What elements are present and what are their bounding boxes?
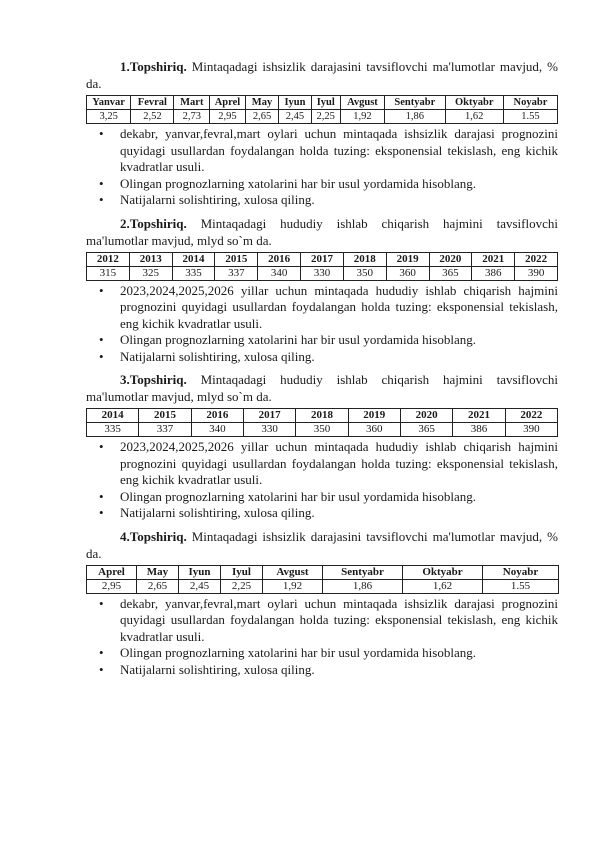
table-cell: 2,45 (179, 579, 221, 593)
table-cell: 360 (348, 423, 400, 437)
task-bullet-list (86, 439, 558, 522)
table-cell: 335 (172, 266, 215, 280)
table-header-cell: 2015 (215, 252, 258, 266)
task-intro (86, 58, 558, 92)
bullet-icon: • (99, 645, 104, 660)
table-header-cell: 2012 (87, 252, 130, 266)
table-cell: 337 (139, 423, 191, 437)
table-header-cell: 2018 (343, 252, 386, 266)
task-intro-text: Mintaqadagi ishsizlik darajasini tavsiflovchi ma'lumotlar mavjud, % da. (86, 59, 559, 91)
table-header-cell: Mart (174, 96, 210, 110)
bullet-icon: • (99, 192, 104, 207)
table-cell: 1.55 (483, 579, 559, 593)
table-header-cell: 2016 (258, 252, 301, 266)
table-header-cell: 2021 (453, 409, 505, 423)
task-bullet-list (86, 283, 558, 366)
task-title: 3.Topshiriq. (120, 372, 187, 387)
table-header-cell: 2018 (296, 409, 348, 423)
table-header-cell: Oktyabr (403, 565, 483, 579)
table-header-cell: 2017 (243, 409, 295, 423)
list-item (86, 126, 558, 176)
table-cell: 330 (243, 423, 295, 437)
data-table (86, 408, 558, 437)
list-item (86, 662, 558, 679)
list-item (86, 192, 558, 209)
table-cell: 1,62 (403, 579, 483, 593)
table-cell: 390 (505, 423, 557, 437)
table-cell: 386 (453, 423, 505, 437)
list-item-text: 2023,2024,2025,2026 yillar uchun mintaqada hududiy ishlab chiqarish hajmini prognozini quyidagi usullardan foydalangan holda tuzing: eksponensial tekislash, eng kichik kvadratlar usuli. (120, 282, 558, 331)
table-cell: 2,52 (131, 110, 174, 124)
task-intro (86, 215, 558, 249)
table-header-cell: Fevral (131, 96, 174, 110)
list-item-text: Natijalarni solishtiring, xulosa qiling. (120, 505, 315, 520)
list-item-text: Olingan prognozlarning xatolarini har bir usul yordamida hisoblang. (120, 645, 476, 660)
bullet-icon: • (99, 332, 104, 347)
task-intro (86, 528, 558, 562)
table-cell: 365 (400, 423, 452, 437)
bullet-icon: • (99, 439, 104, 454)
table-cell: 1,62 (445, 110, 503, 124)
list-item-text: dekabr, yanvar,fevral,mart oylari uchun mintaqada ishsizlik darajasi prognozini quyidagi usullardan foydalangan holda tuzing: eksponensial tekislash, eng kichik kvadratlar usuli. (120, 126, 558, 174)
table-cell: 365 (429, 266, 472, 280)
table-cell: 1,92 (340, 110, 384, 124)
table-header-cell: Yanvar (87, 96, 131, 110)
table-cell: 390 (515, 266, 558, 280)
table-header-cell: Iyun (279, 96, 311, 110)
table-header-row (87, 96, 558, 110)
table-header-cell: Iyun (179, 565, 221, 579)
table-row (87, 266, 558, 280)
list-item (86, 332, 558, 349)
table-header-cell: 2015 (139, 409, 191, 423)
table-header-cell: Iyul (311, 96, 340, 110)
bullet-icon: • (99, 348, 104, 364)
table-header-cell: 2017 (301, 252, 344, 266)
table-cell: 2,73 (174, 110, 210, 124)
table-header-cell: Noyabr (483, 565, 559, 579)
table-cell: 386 (472, 266, 515, 280)
table-cell: 350 (343, 266, 386, 280)
table-header-cell: May (245, 96, 278, 110)
task-title: 4.Topshiriq. (120, 528, 187, 544)
table-header-cell: 2021 (472, 252, 515, 266)
bullet-icon: • (99, 488, 104, 504)
bullet-icon: • (99, 505, 104, 520)
task-title: 1.Topshiriq. (120, 59, 187, 74)
bullet-icon: • (99, 282, 104, 298)
table-cell: 315 (87, 266, 130, 280)
table-cell: 340 (258, 266, 301, 280)
table-header-cell: 2016 (191, 409, 243, 423)
table-cell: 2,45 (279, 110, 311, 124)
list-item-text: Olingan prognozlarning xatolarini har bir usul yordamida hisoblang. (120, 175, 476, 191)
table-cell: 330 (301, 266, 344, 280)
list-item-text: Natijalarni solishtiring, xulosa qiling. (120, 661, 315, 677)
table-header-row (87, 565, 559, 579)
table-cell: 2,95 (210, 110, 246, 124)
table-header-cell: Oktyabr (445, 96, 503, 110)
list-item-text: 2023,2024,2025,2026 yillar uchun mintaqada hududiy ishlab chiqarish hajmini prognozini quyidagi usullardan foydalangan holda tuzing: eksponensial tekislash, eng kichik kvadratlar usuli. (120, 439, 558, 487)
list-item (86, 349, 558, 366)
table-header-cell: Sentyabr (323, 565, 403, 579)
task-title: 2.Topshiriq. (120, 215, 187, 231)
list-item-text: Olingan prognozlarning xatolarini har bir usul yordamida hisoblang. (120, 332, 476, 347)
data-table (86, 565, 559, 594)
task-intro (86, 371, 558, 405)
table-header-cell: 2022 (515, 252, 558, 266)
list-item-text: Natijalarni solishtiring, xulosa qiling. (120, 192, 315, 207)
table-cell: 2,65 (245, 110, 278, 124)
table-header-cell: 2022 (505, 409, 557, 423)
table-header-cell: Noyabr (503, 96, 557, 110)
table-header-cell: 2020 (429, 252, 472, 266)
list-item-text: dekabr, yanvar,fevral,mart oylari uchun mintaqada ishsizlik darajasi prognozini quyidagi usullardan foydalangan holda tuzing: eksponensial tekislash, eng kichik kvadratlar usuli. (120, 595, 558, 644)
table-header-row (87, 252, 558, 266)
table-cell: 1.55 (503, 110, 557, 124)
task-2 (86, 215, 558, 366)
task-intro-text: Mintaqadagi hududiy ishlab chiqarish hajmini tavsiflovchi ma'lumotlar mavjud, mlyd so`m da. (86, 215, 558, 248)
table-cell: 335 (87, 423, 139, 437)
table-cell: 325 (129, 266, 172, 280)
list-item-text: Natijalarni solishtiring, xulosa qiling. (120, 348, 315, 364)
table-cell: 340 (191, 423, 243, 437)
task-4 (86, 528, 558, 679)
table-cell: 2,95 (87, 579, 137, 593)
task-1 (86, 58, 558, 209)
table-header-cell: 2020 (400, 409, 452, 423)
table-cell: 1,92 (263, 579, 323, 593)
list-item-text: Olingan prognozlarning xatolarini har bir usul yordamida hisoblang. (120, 488, 476, 504)
table-cell: 2,25 (221, 579, 263, 593)
document-page (86, 58, 558, 684)
table-cell: 360 (386, 266, 429, 280)
table-header-cell: Avgust (340, 96, 384, 110)
table-row (87, 423, 558, 437)
bullet-icon: • (99, 595, 104, 611)
task-intro-text: Mintaqadagi ishsizlik darajasini tavsiflovchi ma'lumotlar mavjud, % da. (86, 528, 559, 561)
table-row (87, 110, 558, 124)
list-item (86, 505, 558, 522)
data-table (86, 252, 558, 281)
list-item (86, 489, 558, 506)
table-cell: 2,25 (311, 110, 340, 124)
table-cell: 1,86 (385, 110, 445, 124)
table-cell: 350 (296, 423, 348, 437)
table-header-cell: May (137, 565, 179, 579)
table-header-row (87, 409, 558, 423)
table-header-cell: 2019 (386, 252, 429, 266)
table-header-cell: 2014 (87, 409, 139, 423)
table-header-cell: Iyul (221, 565, 263, 579)
table-cell: 1,86 (323, 579, 403, 593)
table-row (87, 579, 559, 593)
table-header-cell: Avgust (263, 565, 323, 579)
data-table (86, 95, 558, 124)
task-bullet-list (86, 126, 558, 209)
table-header-cell: 2014 (172, 252, 215, 266)
list-item (86, 283, 558, 333)
list-item (86, 645, 558, 662)
table-header-cell: Aprel (87, 565, 137, 579)
list-item (86, 176, 558, 193)
table-header-cell: Aprel (210, 96, 246, 110)
table-cell: 3,25 (87, 110, 131, 124)
task-bullet-list (86, 596, 558, 679)
bullet-icon: • (99, 175, 104, 191)
task-3 (86, 371, 558, 522)
table-cell: 337 (215, 266, 258, 280)
list-item (86, 439, 558, 489)
list-item (86, 596, 558, 646)
table-header-cell: Sentyabr (385, 96, 445, 110)
table-cell: 2,65 (137, 579, 179, 593)
task-intro-text: Mintaqadagi hududiy ishlab chiqarish hajmini tavsiflovchi ma'lumotlar mavjud, mlyd so`m da. (86, 372, 558, 404)
table-header-cell: 2013 (129, 252, 172, 266)
bullet-icon: • (99, 126, 104, 141)
table-header-cell: 2019 (348, 409, 400, 423)
bullet-icon: • (99, 661, 104, 677)
